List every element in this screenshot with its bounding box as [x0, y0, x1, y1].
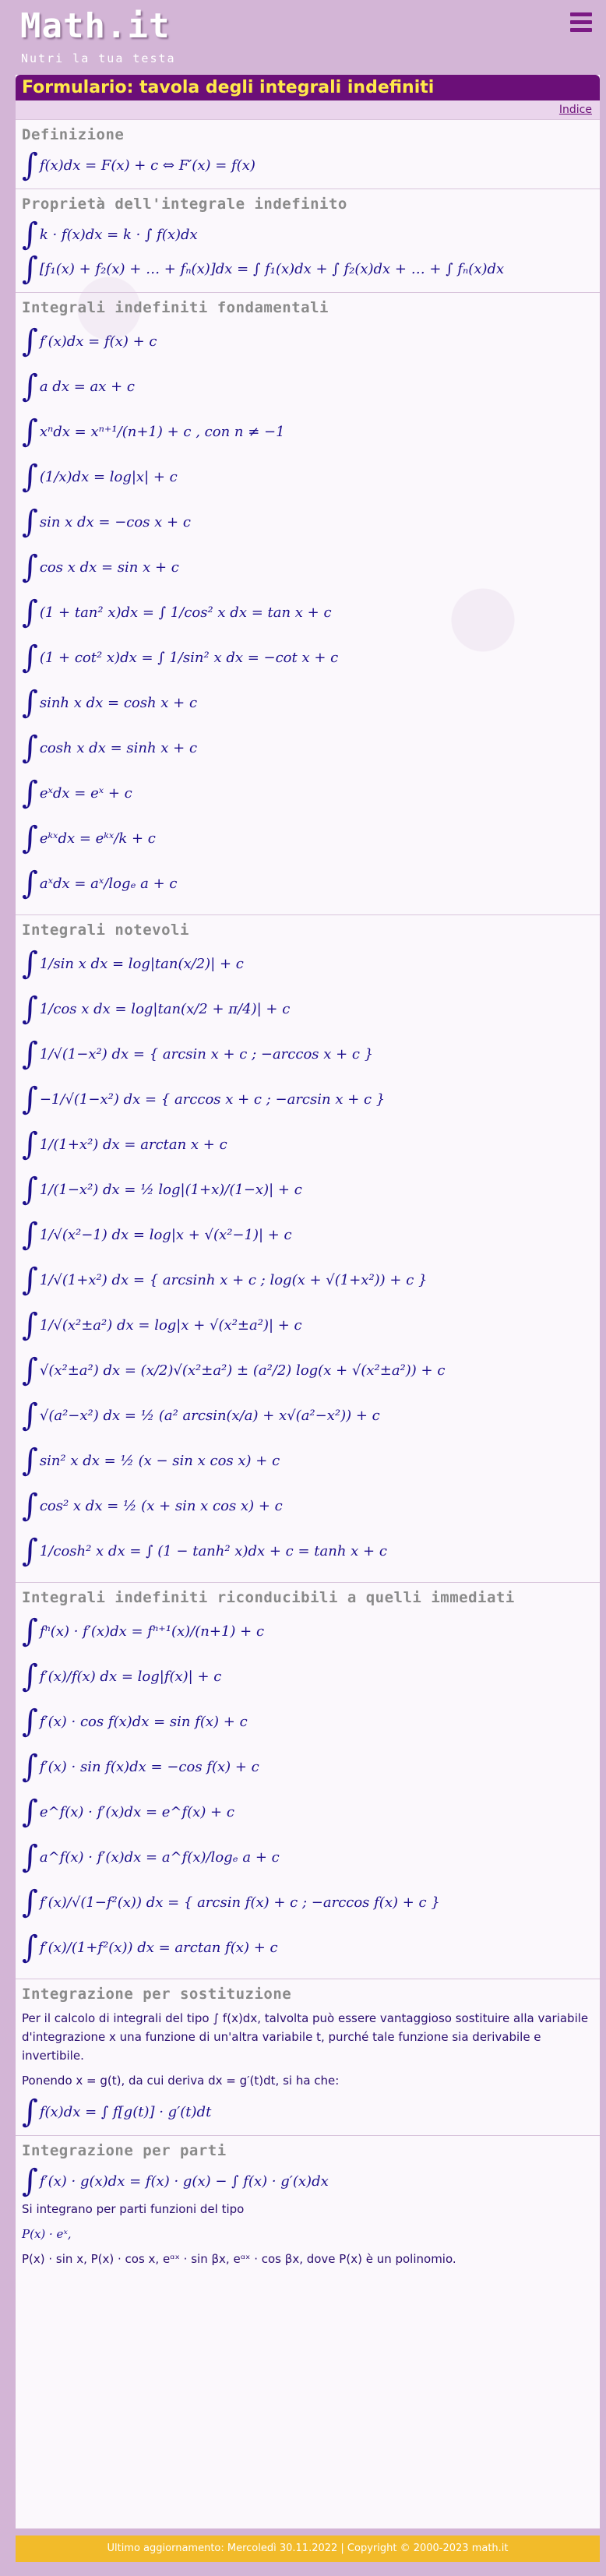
integral-sign-icon: ∫	[22, 865, 38, 901]
integral-sign-icon: ∫	[22, 1443, 38, 1478]
paragraph: P(x) · eˣ,	[22, 2227, 72, 2241]
integral-sign-icon: ∫	[22, 1262, 38, 1298]
section-title: Integrazione per parti	[22, 2142, 227, 2159]
formula: ∫ sinh x dx = cosh x + c	[22, 685, 198, 721]
formula: ∫ sin² x dx = ½ (x − sin x cos x) + c	[22, 1443, 280, 1478]
formula: ∫ cosh x dx = sinh x + c	[22, 730, 198, 766]
integral-sign-icon: ∫	[22, 504, 38, 540]
site-tagline: Nutri la tua testa	[21, 51, 176, 65]
formula: ∫ cos² x dx = ½ (x + sin x cos x) + c	[22, 1488, 283, 1524]
formula: ∫ (1/x)dx = log|x| + c	[22, 459, 178, 495]
formula: ∫ cos x dx = sin x + c	[22, 549, 179, 585]
main-content	[16, 75, 600, 2528]
section-title: Integrazione per sostituzione	[22, 1986, 292, 2003]
integral-sign-icon: ∫	[22, 685, 38, 721]
section-title: Proprietà dell'integrale indefinito	[22, 196, 347, 213]
integral-sign-icon: ∫	[22, 1749, 38, 1785]
formula: ∫ 1/√(x²±a²) dx = log|x + √(x²±a²)| + c	[22, 1307, 302, 1343]
formula: ∫ f′(x)/f(x) dx = log|f(x)| + c	[22, 1658, 222, 1694]
site-header	[0, 0, 606, 70]
formula: ∫ √(x²±a²) dx = (x/2)√(x²±a²) ± (a²/2) log(x + √(x²±a²)) + c	[22, 1352, 446, 1388]
integral-sign-icon: ∫	[22, 1794, 38, 1830]
formula: ∫ f(x)dx = F(x) + c ⇔ F′(x) = f(x)	[22, 147, 255, 183]
formula: ∫ k · f(x)dx = k · ∫ f(x)dx	[22, 217, 198, 252]
section-proprieta	[16, 189, 600, 292]
integral-sign-icon: ∫	[22, 459, 38, 495]
formula: ∫ eᵏˣdx = eᵏˣ/k + c	[22, 820, 156, 856]
formula: ∫ f′(x) · sin f(x)dx = −cos f(x) + c	[22, 1749, 259, 1785]
section-title: Integrali indefiniti fondamentali	[22, 299, 329, 316]
section-title: Definizione	[22, 126, 125, 143]
formula: ∫ fⁿ(x) · f′(x)dx = fⁿ⁺¹(x)/(n+1) + c	[22, 1613, 265, 1649]
integral-sign-icon: ∫	[22, 1126, 38, 1162]
formula: ∫ (1 + tan² x)dx = ∫ 1/cos² x dx = tan x + c	[22, 594, 332, 630]
paragraph: Ponendo x = g(t), da cui deriva dx = g′(t)dt, si ha che:	[22, 2074, 340, 2088]
index-link[interactable]: Indice	[558, 104, 592, 116]
integral-sign-icon: ∫	[22, 640, 38, 675]
formula: ∫ eˣdx = eˣ + c	[22, 775, 132, 811]
section-sostituzione	[16, 1979, 600, 2135]
index-row	[16, 100, 600, 119]
formula: ∫ aˣdx = aˣ/logₑ a + c	[22, 865, 178, 901]
formula: ∫ 1/√(x²−1) dx = log|x + √(x²−1)| + c	[22, 1217, 292, 1253]
integral-sign-icon: ∫	[22, 1036, 38, 1072]
integral-sign-icon: ∫	[22, 368, 38, 404]
paragraph: Per il calcolo di integrali del tipo ∫ f(x)dx, talvolta può essere vantaggioso sostituire alla variabile d'integrazione x una funzione di un'altra variabile t, purché tale funzione sia derivabile e invertibile.	[22, 2011, 589, 2063]
hamburger-menu-icon[interactable]	[570, 12, 592, 36]
integral-sign-icon: ∫	[22, 1884, 38, 1920]
formula: ∫ (1 + cot² x)dx = ∫ 1/sin² x dx = −cot x + c	[22, 640, 339, 675]
integral-sign-icon: ∫	[22, 1081, 38, 1117]
section-definizione	[16, 119, 600, 189]
integral-sign-icon: ∫	[22, 1929, 38, 1965]
formula: ∫ −1/√(1−x²) dx = { arccos x + c ; −arcsin x + c }	[22, 1081, 386, 1117]
page-title: Formulario: tavola degli integrali indefiniti	[16, 75, 600, 100]
formula: ∫ 1/cos x dx = log|tan(x/2 + π/4)| + c	[22, 991, 291, 1027]
integral-sign-icon: ∫	[22, 820, 38, 856]
integral-sign-icon: ∫	[22, 1217, 38, 1253]
paragraph: Si integrano per parti funzioni del tipo	[22, 2202, 245, 2216]
integral-sign-icon: ∫	[22, 323, 38, 359]
formula: ∫ f′(x) · cos f(x)dx = sin f(x) + c	[22, 1704, 248, 1739]
integral-sign-icon: ∫	[22, 414, 38, 449]
integral-sign-icon: ∫	[22, 991, 38, 1027]
formula: ∫ e^f(x) · f′(x)dx = e^f(x) + c	[22, 1794, 234, 1830]
integral-sign-icon: ∫	[22, 147, 38, 183]
integral-sign-icon: ∫	[22, 730, 38, 766]
footer: Ultimo aggiornamento: Mercoledì 30.11.2022 | Copyright © 2000-2023 math.it	[16, 2535, 600, 2562]
integral-sign-icon: ∫	[22, 1172, 38, 1207]
integral-sign-icon: ∫	[22, 1533, 38, 1569]
integral-sign-icon: ∫	[22, 1839, 38, 1875]
integral-sign-icon: ∫	[22, 594, 38, 630]
formula: ∫ sin x dx = −cos x + c	[22, 504, 191, 540]
formula: ∫ a^f(x) · f′(x)dx = a^f(x)/logₑ a + c	[22, 1839, 280, 1875]
integral-sign-icon: ∫	[22, 946, 38, 981]
section-title: Integrali notevoli	[22, 922, 189, 939]
formula: ∫ 1/(1+x²) dx = arctan x + c	[22, 1126, 227, 1162]
formula: ∫ f′(x)/(1+f²(x)) dx = arctan f(x) + c	[22, 1929, 278, 1965]
formula: ∫ f′(x) · g(x)dx = f(x) · g(x) − ∫ f(x) · g′(x)dx	[22, 2163, 329, 2199]
formula: ∫ 1/sin x dx = log|tan(x/2)| + c	[22, 946, 244, 981]
site-logo[interactable]: Math.it	[20, 6, 171, 46]
formula: ∫ [f₁(x) + f₂(x) + … + fₙ(x)]dx = ∫ f₁(x)dx + ∫ f₂(x)dx + … + ∫ fₙ(x)dx	[22, 251, 505, 287]
integral-sign-icon: ∫	[22, 1658, 38, 1694]
formula: ∫ f(x)dx = ∫ f[g(t)] · g′(t)dt	[22, 2094, 212, 2130]
integral-sign-icon: ∫	[22, 1352, 38, 1388]
integral-sign-icon: ∫	[22, 1613, 38, 1649]
formula: ∫ f′(x)/√(1−f²(x)) dx = { arcsin f(x) + c ; −arccos f(x) + c }	[22, 1884, 440, 1920]
integral-sign-icon: ∫	[22, 549, 38, 585]
integral-sign-icon: ∫	[22, 1307, 38, 1343]
integral-sign-icon: ∫	[22, 775, 38, 811]
formula: ∫ 1/cosh² x dx = ∫ (1 − tanh² x)dx + c = tanh x + c	[22, 1533, 387, 1569]
section-fondamentali	[16, 292, 600, 914]
integral-sign-icon: ∫	[22, 1397, 38, 1433]
formula: ∫ 1/√(1+x²) dx = { arcsinh x + c ; log(x + √(1+x²)) + c }	[22, 1262, 428, 1298]
formula: ∫ 1/(1−x²) dx = ½ log|(1+x)/(1−x)| + c	[22, 1172, 302, 1207]
section-riconducibili	[16, 1582, 600, 1979]
formula: ∫ xⁿdx = xⁿ⁺¹/(n+1) + c , con n ≠ −1	[22, 414, 285, 449]
integral-sign-icon: ∫	[22, 1704, 38, 1739]
section-title: Integrali indefiniti riconducibili a quelli immediati	[22, 1589, 515, 1606]
formula: ∫ √(a²−x²) dx = ½ (a² arcsin(x/a) + x√(a²−x²)) + c	[22, 1397, 380, 1433]
section-parti	[16, 2135, 600, 2279]
formula: ∫ 1/√(1−x²) dx = { arcsin x + c ; −arccos x + c }	[22, 1036, 374, 1072]
paragraph: P(x) · sin x, P(x) · cos x, eᵅˣ · sin βx, eᵅˣ · cos βx, dove P(x) è un polinomio.	[22, 2252, 456, 2266]
formula: ∫ f′(x)dx = f(x) + c	[22, 323, 157, 359]
integral-sign-icon: ∫	[22, 1488, 38, 1524]
section-notevoli	[16, 914, 600, 1582]
formula: ∫ a dx = ax + c	[22, 368, 135, 404]
